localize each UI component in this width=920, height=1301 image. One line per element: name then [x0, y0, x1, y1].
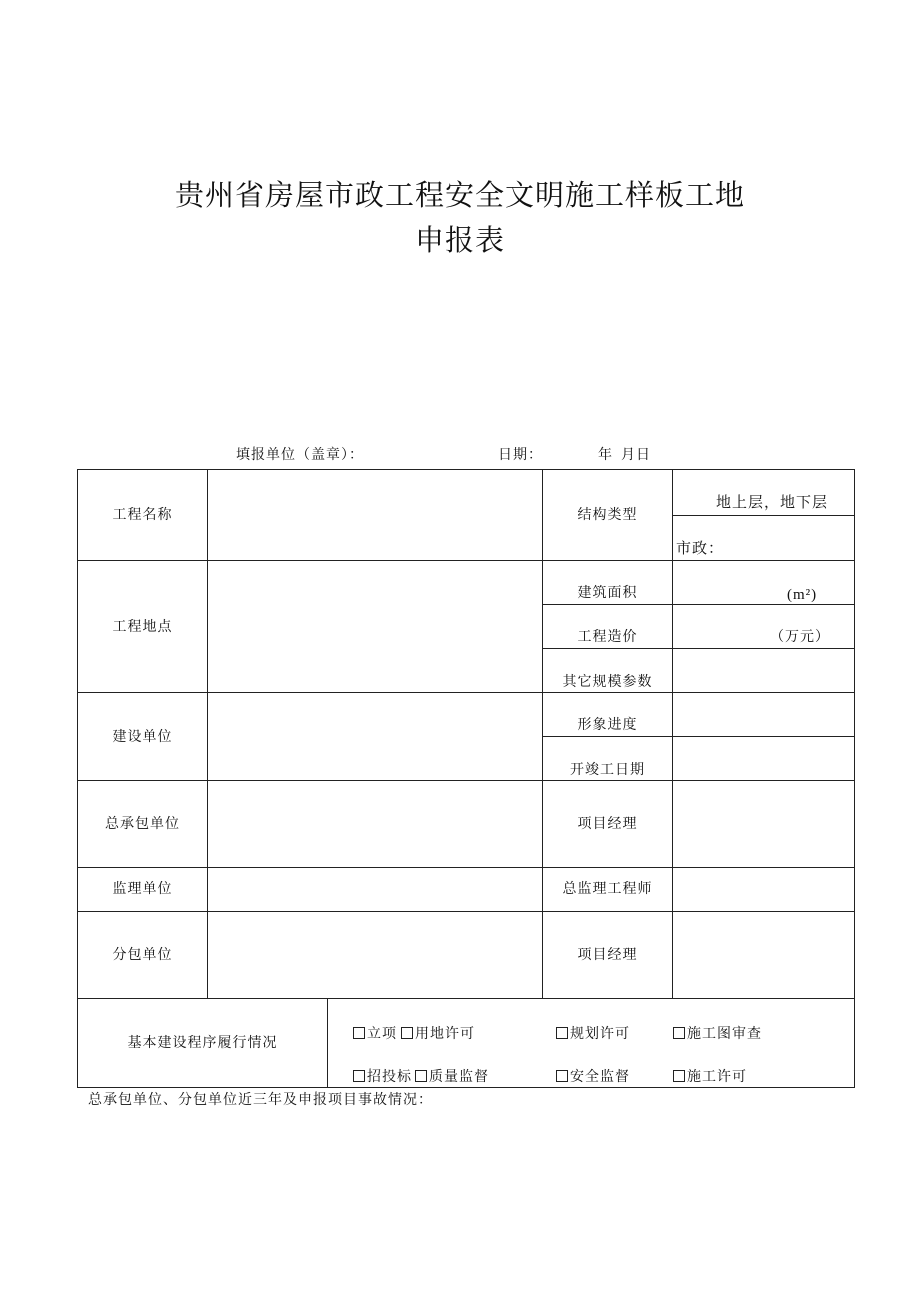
floors-label: 地上层，地下层	[716, 493, 829, 511]
municipal-label: 市政：	[676, 539, 725, 557]
checkbox-icon[interactable]	[673, 1027, 685, 1039]
checkbox-icon[interactable]	[556, 1027, 568, 1039]
date-label: 日期：	[498, 447, 543, 463]
supervision-unit-label: 监理单位	[112, 881, 173, 897]
other-params-label: 其它规模参数	[562, 674, 653, 690]
progress-label: 形象进度	[577, 717, 638, 733]
location-label: 工程地点	[112, 619, 173, 635]
checkbox-icon[interactable]	[401, 1027, 413, 1039]
form-title-line-1: 贵州省房屋市政工程安全文明施工样板工地	[174, 178, 745, 212]
basic-procedure-label: 基本建设程序履行情况	[127, 1035, 278, 1051]
check-drawing-review[interactable]: 施工图审查	[673, 1026, 762, 1042]
check-construction-permit[interactable]: 施工许可	[673, 1069, 747, 1085]
construction-unit-label: 建设单位	[112, 729, 173, 745]
checkbox-icon[interactable]	[556, 1070, 568, 1082]
check-quality-supervision[interactable]: 质量监督	[415, 1069, 489, 1085]
form-title-line-2: 申报表	[414, 223, 505, 257]
cost-label: 工程造价	[577, 629, 638, 645]
month-day-label: 月日	[621, 447, 651, 463]
reporting-unit-label: 填报单位（盖章）：	[236, 447, 364, 463]
check-project-approval[interactable]: 立项	[353, 1026, 397, 1042]
check-safety-supervision[interactable]: 安全监督	[556, 1069, 630, 1085]
cost-unit: （万元）	[770, 629, 830, 645]
project-manager-2-label: 项目经理	[577, 947, 638, 963]
checkbox-icon[interactable]	[673, 1070, 685, 1082]
project-manager-label: 项目经理	[577, 816, 638, 832]
general-contractor-label: 总承包单位	[105, 816, 180, 832]
check-bidding[interactable]: 招投标	[353, 1069, 412, 1085]
checkbox-icon[interactable]	[415, 1070, 427, 1082]
structure-type-label: 结构类型	[577, 507, 638, 523]
checkbox-icon[interactable]	[353, 1070, 365, 1082]
project-name-label: 工程名称	[112, 507, 173, 523]
chief-supervisor-label: 总监理工程师	[562, 881, 653, 897]
area-unit: (m²)	[787, 587, 818, 603]
building-area-label: 建筑面积	[577, 585, 638, 601]
start-end-date-label: 开竣工日期	[570, 762, 645, 778]
checkbox-icon[interactable]	[353, 1027, 365, 1039]
accident-history-label: 总承包单位、分包单位近三年及申报项目事故情况：	[88, 1092, 433, 1108]
subcontractor-label: 分包单位	[112, 947, 173, 963]
check-planning-permit[interactable]: 规划许可	[556, 1026, 630, 1042]
year-label: 年	[598, 447, 613, 463]
check-land-use-permit[interactable]: 用地许可	[401, 1026, 475, 1042]
